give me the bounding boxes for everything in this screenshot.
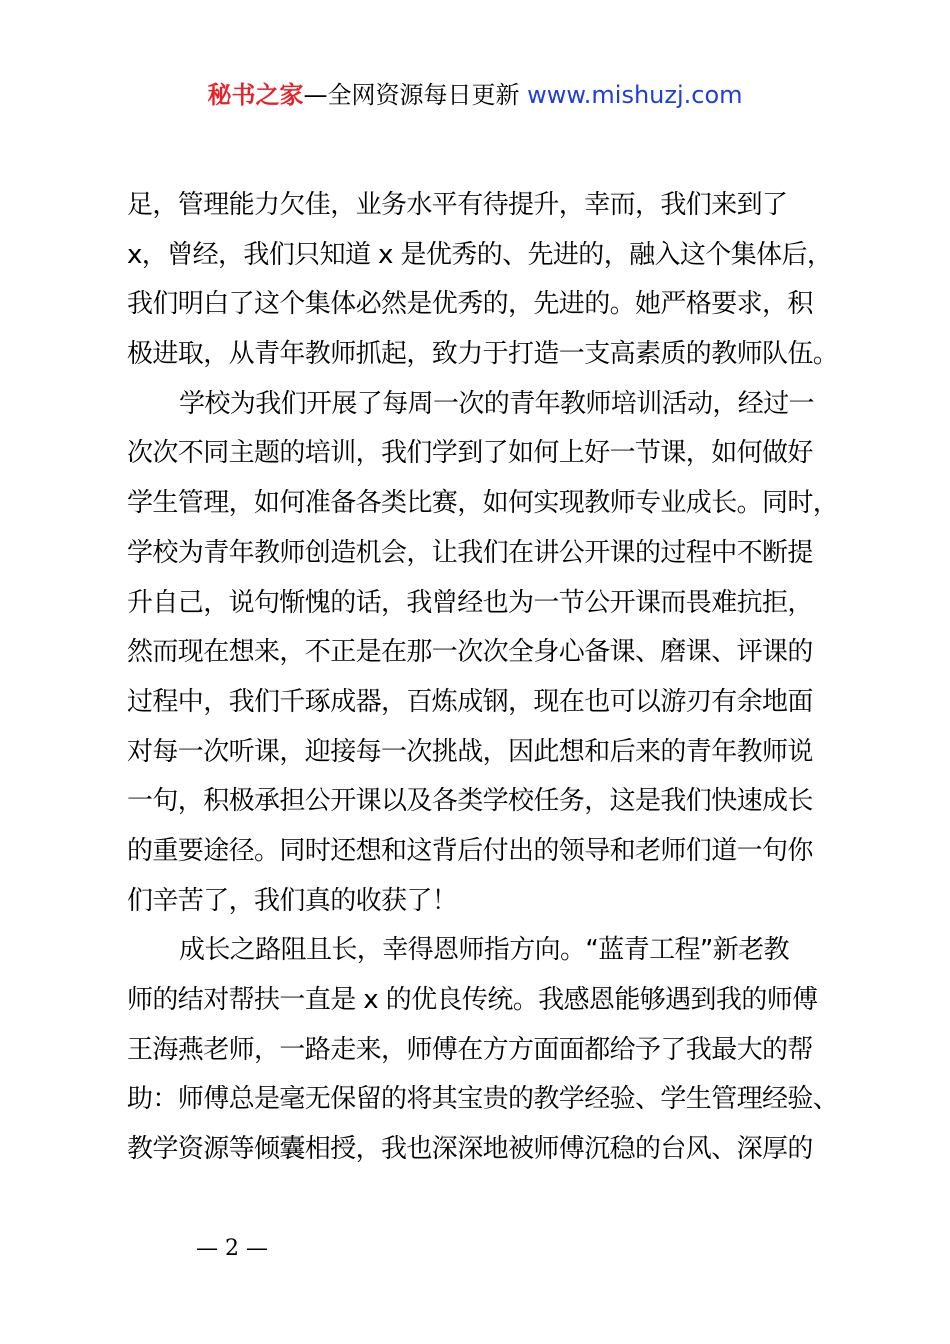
text-line: 过程中，我们千琢成器，百炼成钢，现在也可以游刃有余地面: [127, 686, 813, 717]
text-line: 对每一次听课，迎接每一次挑战，因此想和后来的青年教师说: [127, 736, 813, 767]
site-url-link[interactable]: www.mishuzj.com: [527, 81, 743, 109]
text-line: x，曾经，我们只知道 x 是优秀的、先进的，融入这个集体后，: [127, 239, 833, 270]
paragraph-start-line: 学校为我们开展了每周一次的青年教师培训活动，经过一: [179, 388, 815, 419]
text-line: 王海燕老师，一路走来，师傅在方方面面都给予了我最大的帮: [127, 1034, 813, 1065]
text-line: 升自己，说句惭愧的话，我曾经也为一节公开课而畏难抗拒，: [127, 587, 813, 618]
text-line: 助：师傅总是毫无保留的将其宝贵的教学经验、学生管理经验、: [127, 1084, 839, 1115]
text-line: 然而现在想来，不正是在那一次次全身心备课、磨课、评课的: [127, 637, 813, 668]
text-line: 极进取，从青年教师抓起，致力于打造一支高素质的教师队伍。: [127, 339, 839, 370]
page-number: — 2 —: [196, 1236, 268, 1261]
brand-name: 秘书之家: [207, 81, 304, 109]
text-line: 一句，积极承担公开课以及各类学校任务，这是我们快速成长: [127, 786, 813, 817]
text-line: 足，管理能力欠佳，业务水平有待提升，幸而，我们来到了: [127, 190, 788, 220]
text-line: 学生管理，如何准备各类比赛，如何实现教师专业成长。同时，: [127, 488, 839, 519]
site-header: [0, 78, 950, 112]
text-line: 的重要途径。同时还想和这背后付出的领导和老师们道一句你: [127, 835, 813, 866]
text-line: 学校为青年教师创造机会，让我们在讲公开课的过程中不断提: [127, 537, 813, 568]
header-slogan: —全网资源每日更新: [303, 81, 520, 109]
document-body: [127, 181, 847, 1175]
text-line: 教学资源等倾囊相授，我也深深地被师傅沉稳的台风、深厚的: [127, 1134, 813, 1165]
paragraph-start-line: 成长之路阻且长，幸得恩师指方向。“蓝青工程”新老教: [179, 935, 789, 966]
text-line: 师的结对帮扶一直是 x 的优良传统。我感恩能够遇到我的师傅: [127, 985, 818, 1015]
text-line: 们辛苦了，我们真的收获了！: [127, 885, 458, 916]
text-line: 我们明白了这个集体必然是优秀的，先进的。她严格要求，积: [127, 289, 813, 320]
text-line: 次次不同主题的培训，我们学到了如何上好一节课，如何做好: [127, 438, 813, 469]
